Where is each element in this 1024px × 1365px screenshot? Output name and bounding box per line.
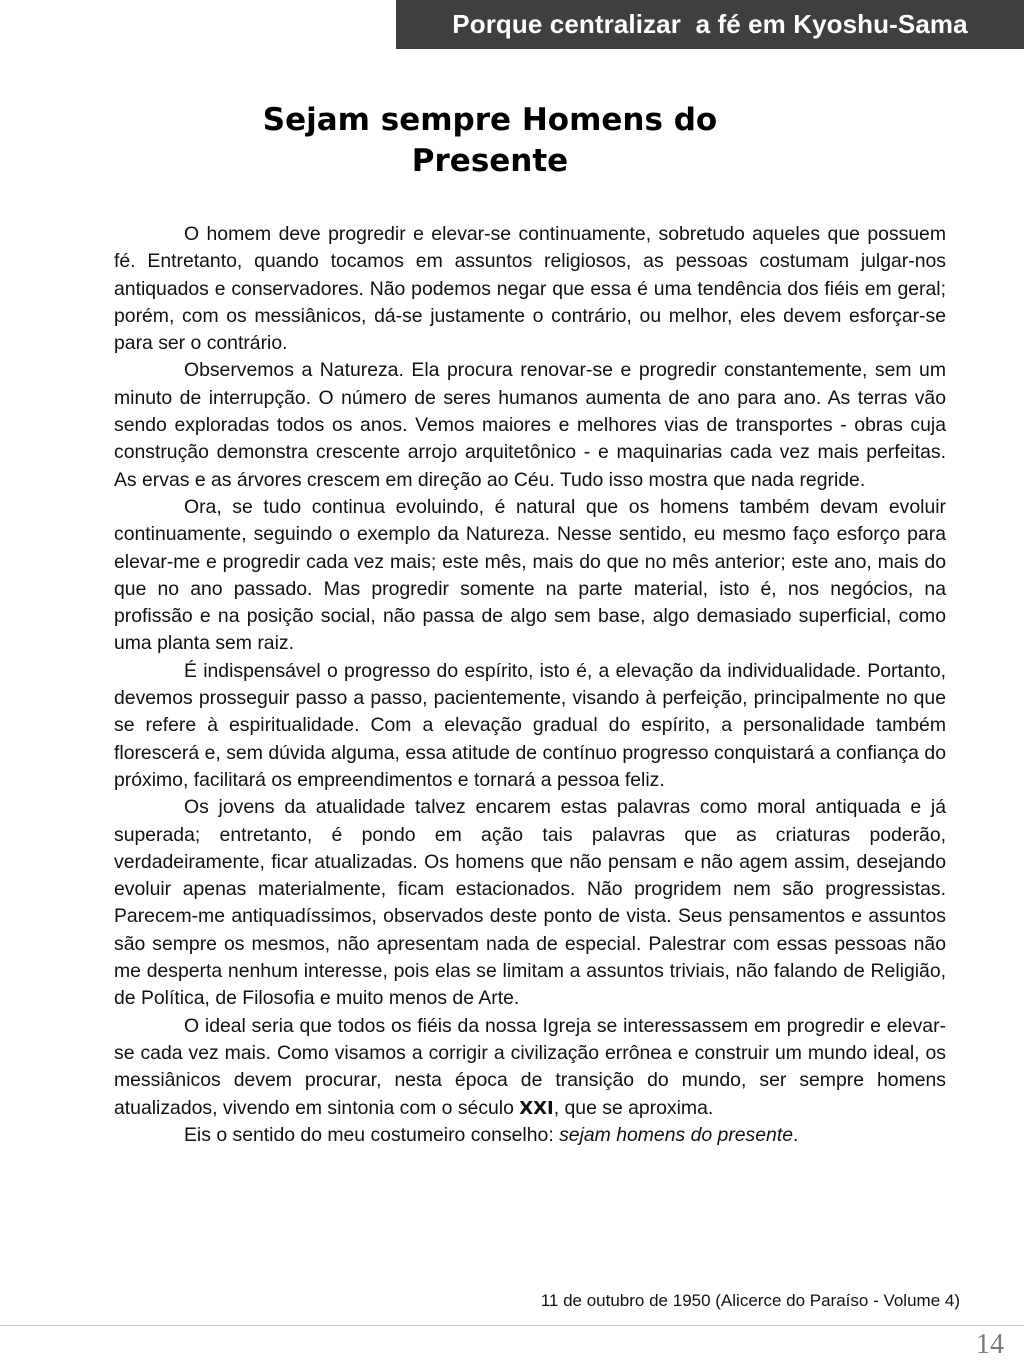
paragraph-7-text: Eis o sentido do meu costumeiro conselho:: [184, 1123, 560, 1146]
paragraph-6: [114, 1013, 946, 1122]
paragraph-5: Os jovens da atualidade talvez encarem estas palavras como moral antiquada e já superada; entretanto, é pondo em ação tais palavras que as criaturas poderão, verdadeiramente, ficar atualizadas. Os homens que não pensam e não agem assim, desejando evoluir apenas materialmente, ficam estacionados. Não progridem nem são progressistas. Parecem-me antiquadíssimos, observados deste ponto de vista. Seus pensamentos e assuntos são sempre os mesmos, não apresentam nada de especial. Palestrar com essas pessoas não me desperta nenhum interesse, pois elas se limitam a assuntos triviais, não falando de Religião, de Política, de Filosofia e muito menos de Arte.: [114, 796, 946, 1010]
paragraph-2: Observemos a Natureza. Ela procura renovar-se e progredir constantemente, sem um minuto de interrupção. O número de seres humanos aumenta de ano para ano. As terras vão sendo exploradas todos os anos. Vemos maiores e melhores vias de transportes - obras cuja construção demonstra crescente arrojo arquitetônico - e maquinarias cada vez mais perfeitas. As ervas e as árvores crescem em direção ao Céu. Tudo isso mostra que nada regride.: [114, 359, 946, 491]
paragraph-7-ending: .: [793, 1123, 799, 1146]
advice-emphasis: sejam homens do presente: [559, 1123, 793, 1146]
header-title: Porque centralizar a fé em Kyoshu-Sama: [452, 9, 968, 39]
paragraph-7: [114, 1122, 946, 1149]
article-title-line-1: Sejam sempre Homens do: [262, 102, 718, 138]
paragraph-3: Ora, se tudo continua evoluindo, é natural que os homens também devam evoluir continuamente, seguindo o exemplo da Natureza. Nesse sentido, eu mesmo faço esforço para elevar-me e progredir cada vez mais; este mês, mais do que no mês anterior; este ano, mais do que no ano passado. Mas progredir somente na parte material, isto é, nos negócios, na profissão e na posição social, não passa de algo sem base, algo demasiado superficial, como uma planta sem raiz.: [114, 495, 946, 655]
article-title: [190, 100, 790, 182]
paragraph-6-text: O ideal seria que todos os fiéis da nossa Igreja se interessassem em progredir e elevar-se cada vez mais. Como visamos a corrigir a civilização errônea e construir um mundo ideal, os messiânicos devem procurar, nesta época de transição do mundo, ser sempre homens atualizados, vivendo em sintonia com o século: [114, 1014, 946, 1119]
paragraph-4: É indispensável o progresso do espírito, isto é, a elevação da individualidade. Portanto, devemos prosseguir passo a passo, pacientemente, visando à perfeição, principalmente no que se refere à espiritualidade. Com a elevação gradual do espírito, a personalidade também florescerá e, sem dúvida alguma, essa atitude de contínuo progresso conquistará a confiança do próximo, facilitará os empreendimentos e tornará a pessoa feliz.: [114, 659, 946, 791]
page-number: 14: [976, 1329, 1004, 1360]
source-citation: 11 de outubro de 1950 (Alicerce do Paraíso - Volume 4): [540, 1291, 960, 1310]
paragraph-1: O homem deve progredir e elevar-se continuamente, sobretudo aqueles que possuem fé. Entretanto, quando tocamos em assuntos religiosos, as pessoas costumam julgar-nos antiquados e conservadores. Não podemos negar que essa é uma tendência dos fiéis em geral; porém, com os messiânicos, dá-se justamente o contrário, ou melhor, eles devem esforçar-se para ser o contrário.: [114, 223, 946, 355]
footer-divider: [0, 1325, 1024, 1326]
paragraph-6-ending: , que se aproxima.: [553, 1096, 714, 1119]
article-body: [114, 221, 946, 1149]
article-title-line-2: Presente: [411, 143, 569, 179]
century-emphasis: XXI: [519, 1097, 554, 1119]
header-bar: [396, 0, 1024, 49]
